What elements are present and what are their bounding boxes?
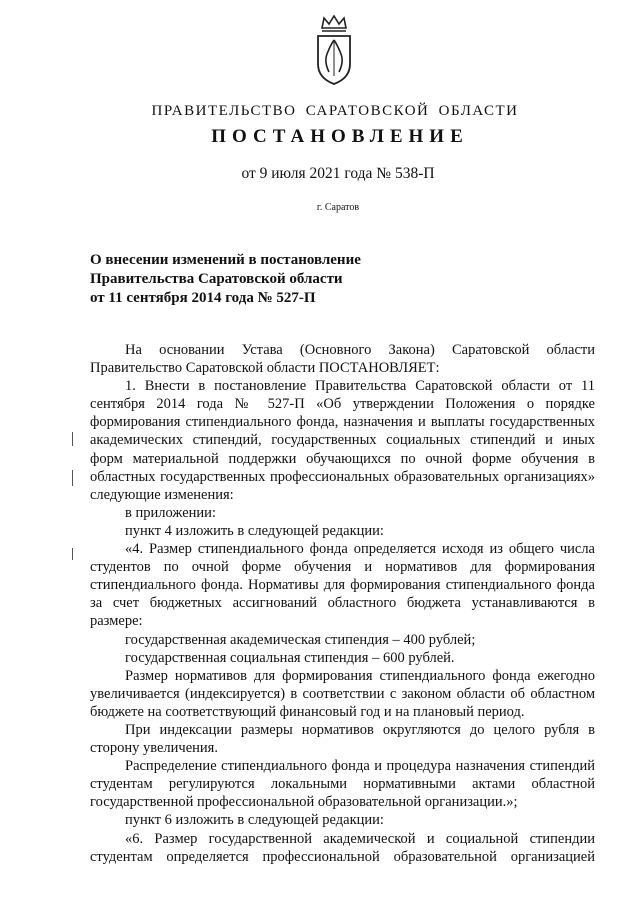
body-paragraph: пункт 6 изложить в следующей редакции: — [125, 812, 384, 829]
government-title: ПРАВИТЕЛЬСТВО САРАТОВСКОЙ ОБЛАСТИ — [151, 103, 519, 119]
subject-line: от 11 сентября 2014 года № 527-П — [90, 290, 316, 306]
body-paragraph: При индексации размеры нормативов округляются до целого рубля в сторону увеличения. — [90, 721, 595, 757]
subject-line: Правительства Саратовской области — [90, 271, 343, 287]
body-paragraph: Распределение стипендиального фонда и процедура назначения стипендий студентам регулируются локальными нормативными актами областной государственной профессиональной образовательной организации.»; — [90, 758, 595, 811]
document-body — [90, 341, 595, 866]
body-paragraph: «6. Размер государственной академической и социальной стипендии студентам определяется профессиональной образовательной организацией — [90, 830, 595, 865]
body-paragraph: в приложении: — [125, 504, 216, 521]
margin-mark — [72, 548, 73, 560]
saratov-coat-of-arms-icon — [313, 14, 355, 86]
body-paragraph: 1. Внести в постановление Правительства Саратовской области от 11 сентября 2014 года № 527-П «Об утверждении Положения о порядке формирования стипендиального фонда, назначения и выплаты государственных академических стипендий, государственных социальных стипендий и иных форм материальной поддержки обучающихся по очной форме обучения в областных государственных профессиональных образовательных организациях» следующие изменения: — [90, 378, 595, 503]
subject-line: О внесении изменений в постановление — [90, 252, 361, 268]
margin-mark — [72, 470, 73, 486]
document-type: ПОСТАНОВЛЕНИЕ — [211, 126, 469, 147]
body-paragraph: государственная академическая стипендия – 400 рублей; — [125, 631, 476, 648]
document-subject — [90, 251, 430, 308]
document-city: г. Саратов — [316, 202, 360, 213]
body-paragraph: государственная социальная стипендия – 600 рублей. — [125, 649, 455, 666]
body-paragraph: «4. Размер стипендиального фонда определяется исходя из общего числа студентов по очной форме обучения и нормативов для формирования стипендиального фонда. Нормативы для формирования стипендиального фонда за счет бюджетных ассигнований областного бюджета устанавливаются в размере: — [90, 541, 595, 630]
margin-mark — [72, 432, 73, 446]
body-paragraph: Размер нормативов для формирования стипендиального фонда ежегодно увеличивается (индексируется) в соответствии с законом области об областном бюджете на соответствующий финансовый год и на плановый период. — [90, 667, 595, 720]
body-paragraph: пункт 4 изложить в следующей редакции: — [125, 522, 384, 539]
document-date: от 9 июля 2021 года № 538-П — [241, 165, 435, 182]
body-paragraph: На основании Устава (Основного Закона) Саратовской области Правительство Саратовской области ПОСТАНОВЛЯЕТ: — [90, 342, 595, 377]
